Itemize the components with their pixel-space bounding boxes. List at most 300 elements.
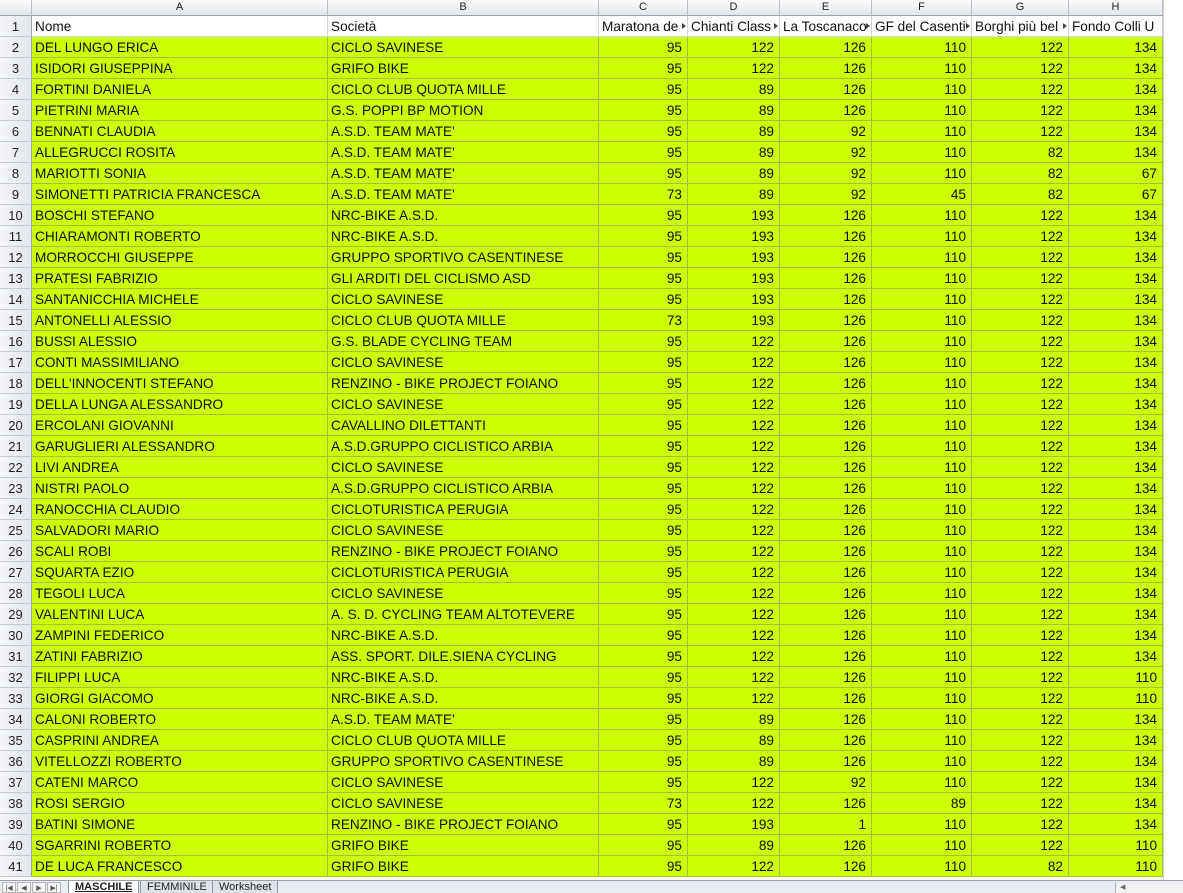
score-cell[interactable]: 122 <box>688 436 780 457</box>
club-cell[interactable]: NRC-BIKE A.S.D. <box>328 226 599 247</box>
header-cell[interactable]: Maratona de <box>599 16 688 37</box>
score-cell[interactable]: 110 <box>872 751 972 772</box>
club-cell[interactable]: A.S.D.GRUPPO CICLISTICO ARBIA <box>328 436 599 457</box>
score-cell[interactable]: 126 <box>780 709 872 730</box>
score-cell[interactable]: 122 <box>688 352 780 373</box>
score-cell[interactable]: 95 <box>599 205 688 226</box>
name-cell[interactable]: ANTONELLI ALESSIO <box>32 310 328 331</box>
score-cell[interactable]: 110 <box>872 856 972 877</box>
score-cell[interactable]: 95 <box>599 772 688 793</box>
score-cell[interactable]: 122 <box>688 688 780 709</box>
score-cell[interactable]: 92 <box>780 142 872 163</box>
score-cell[interactable]: 89 <box>688 751 780 772</box>
horizontal-scrollbar[interactable] <box>1115 882 1183 893</box>
score-cell[interactable]: 95 <box>599 625 688 646</box>
score-cell[interactable]: 110 <box>872 625 972 646</box>
club-cell[interactable]: NRC-BIKE A.S.D. <box>328 625 599 646</box>
name-cell[interactable]: CASPRINI ANDREA <box>32 730 328 751</box>
score-cell[interactable]: 134 <box>1069 205 1163 226</box>
column-header-c[interactable]: C <box>599 0 688 16</box>
score-cell[interactable]: 122 <box>972 730 1069 751</box>
score-cell[interactable]: 122 <box>972 100 1069 121</box>
score-cell[interactable]: 126 <box>780 604 872 625</box>
club-cell[interactable]: RENZINO - BIKE PROJECT FOIANO <box>328 373 599 394</box>
club-cell[interactable]: G.S. POPPI BP MOTION <box>328 100 599 121</box>
row-number[interactable]: 5 <box>0 100 32 121</box>
score-cell[interactable]: 126 <box>780 352 872 373</box>
score-cell[interactable]: 126 <box>780 37 872 58</box>
score-cell[interactable]: 122 <box>972 772 1069 793</box>
score-cell[interactable]: 110 <box>872 142 972 163</box>
vertical-scrollbar[interactable] <box>1163 0 1183 880</box>
score-cell[interactable]: 122 <box>688 457 780 478</box>
name-cell[interactable]: SALVADORI MARIO <box>32 520 328 541</box>
score-cell[interactable]: 122 <box>688 793 780 814</box>
club-cell[interactable]: CICLO SAVINESE <box>328 793 599 814</box>
club-cell[interactable]: CICLO SAVINESE <box>328 772 599 793</box>
scroll-left-icon[interactable]: ◀ <box>1120 884 1126 891</box>
score-cell[interactable]: 110 <box>872 373 972 394</box>
score-cell[interactable]: 95 <box>599 436 688 457</box>
name-cell[interactable]: ROSI SERGIO <box>32 793 328 814</box>
score-cell[interactable]: 89 <box>688 835 780 856</box>
score-cell[interactable]: 126 <box>780 205 872 226</box>
row-number[interactable]: 40 <box>0 835 32 856</box>
row-number[interactable]: 18 <box>0 373 32 394</box>
score-cell[interactable]: 95 <box>599 751 688 772</box>
club-cell[interactable]: CICLO CLUB QUOTA MILLE <box>328 730 599 751</box>
row-number[interactable]: 21 <box>0 436 32 457</box>
score-cell[interactable]: 126 <box>780 310 872 331</box>
row-number[interactable]: 38 <box>0 793 32 814</box>
score-cell[interactable]: 95 <box>599 457 688 478</box>
score-cell[interactable]: 122 <box>972 604 1069 625</box>
score-cell[interactable]: 134 <box>1069 310 1163 331</box>
row-number[interactable]: 36 <box>0 751 32 772</box>
score-cell[interactable]: 134 <box>1069 751 1163 772</box>
score-cell[interactable]: 110 <box>872 499 972 520</box>
name-cell[interactable]: SCALI ROBI <box>32 541 328 562</box>
row-number[interactable]: 3 <box>0 58 32 79</box>
score-cell[interactable]: 126 <box>780 856 872 877</box>
club-cell[interactable]: NRC-BIKE A.S.D. <box>328 205 599 226</box>
score-cell[interactable]: 95 <box>599 247 688 268</box>
club-cell[interactable]: RENZINO - BIKE PROJECT FOIANO <box>328 814 599 835</box>
score-cell[interactable]: 122 <box>972 289 1069 310</box>
row-number[interactable]: 31 <box>0 646 32 667</box>
score-cell[interactable]: 95 <box>599 352 688 373</box>
score-cell[interactable]: 110 <box>872 79 972 100</box>
score-cell[interactable]: 122 <box>972 58 1069 79</box>
score-cell[interactable]: 134 <box>1069 331 1163 352</box>
row-number[interactable]: 15 <box>0 310 32 331</box>
row-number[interactable]: 1 <box>0 16 32 37</box>
score-cell[interactable]: 122 <box>972 205 1069 226</box>
score-cell[interactable]: 134 <box>1069 793 1163 814</box>
score-cell[interactable]: 134 <box>1069 415 1163 436</box>
score-cell[interactable]: 126 <box>780 625 872 646</box>
score-cell[interactable]: 89 <box>688 142 780 163</box>
score-cell[interactable]: 110 <box>872 415 972 436</box>
score-cell[interactable]: 134 <box>1069 79 1163 100</box>
club-cell[interactable]: NRC-BIKE A.S.D. <box>328 667 599 688</box>
score-cell[interactable]: 134 <box>1069 268 1163 289</box>
score-cell[interactable]: 126 <box>780 436 872 457</box>
score-cell[interactable]: 92 <box>780 184 872 205</box>
score-cell[interactable]: 122 <box>688 667 780 688</box>
club-cell[interactable]: G.S. BLADE CYCLING TEAM <box>328 331 599 352</box>
score-cell[interactable]: 126 <box>780 478 872 499</box>
name-cell[interactable]: FORTINI DANIELA <box>32 79 328 100</box>
score-cell[interactable]: 110 <box>872 835 972 856</box>
score-cell[interactable]: 134 <box>1069 478 1163 499</box>
score-cell[interactable]: 193 <box>688 814 780 835</box>
score-cell[interactable]: 92 <box>780 163 872 184</box>
score-cell[interactable]: 122 <box>972 226 1069 247</box>
score-cell[interactable]: 126 <box>780 688 872 709</box>
score-cell[interactable]: 134 <box>1069 352 1163 373</box>
name-cell[interactable]: BATINI SIMONE <box>32 814 328 835</box>
score-cell[interactable]: 122 <box>972 520 1069 541</box>
score-cell[interactable]: 122 <box>972 583 1069 604</box>
score-cell[interactable]: 92 <box>780 121 872 142</box>
score-cell[interactable]: 110 <box>872 436 972 457</box>
row-number[interactable]: 39 <box>0 814 32 835</box>
score-cell[interactable]: 95 <box>599 688 688 709</box>
score-cell[interactable]: 122 <box>688 856 780 877</box>
score-cell[interactable]: 126 <box>780 646 872 667</box>
name-cell[interactable]: SQUARTA EZIO <box>32 562 328 583</box>
score-cell[interactable]: 126 <box>780 751 872 772</box>
next-sheet-button[interactable]: ▶ <box>32 882 46 893</box>
score-cell[interactable]: 95 <box>599 814 688 835</box>
club-cell[interactable]: A.S.D. TEAM MATE' <box>328 163 599 184</box>
row-number[interactable]: 30 <box>0 625 32 646</box>
header-cell[interactable]: Fondo Colli U <box>1069 16 1163 37</box>
row-number[interactable]: 25 <box>0 520 32 541</box>
score-cell[interactable]: 126 <box>780 79 872 100</box>
score-cell[interactable]: 82 <box>972 163 1069 184</box>
header-cell[interactable]: La Toscanaco <box>780 16 872 37</box>
column-header-a[interactable]: A <box>32 0 328 16</box>
score-cell[interactable]: 110 <box>872 226 972 247</box>
name-cell[interactable]: PIETRINI MARIA <box>32 100 328 121</box>
score-cell[interactable]: 95 <box>599 583 688 604</box>
score-cell[interactable]: 89 <box>688 184 780 205</box>
score-cell[interactable]: 122 <box>972 793 1069 814</box>
score-cell[interactable]: 122 <box>972 457 1069 478</box>
score-cell[interactable]: 126 <box>780 268 872 289</box>
name-cell[interactable]: CALONI ROBERTO <box>32 709 328 730</box>
row-number[interactable]: 19 <box>0 394 32 415</box>
score-cell[interactable]: 126 <box>780 457 872 478</box>
score-cell[interactable]: 95 <box>599 121 688 142</box>
score-cell[interactable]: 122 <box>972 436 1069 457</box>
name-cell[interactable]: DELL'INNOCENTI STEFANO <box>32 373 328 394</box>
score-cell[interactable]: 134 <box>1069 226 1163 247</box>
column-header-e[interactable]: E <box>780 0 872 16</box>
score-cell[interactable]: 193 <box>688 268 780 289</box>
club-cell[interactable]: CICLO SAVINESE <box>328 394 599 415</box>
name-cell[interactable]: DE LUCA FRANCESCO <box>32 856 328 877</box>
score-cell[interactable]: 122 <box>972 562 1069 583</box>
name-cell[interactable]: GARUGLIERI ALESSANDRO <box>32 436 328 457</box>
score-cell[interactable]: 122 <box>972 394 1069 415</box>
score-cell[interactable]: 134 <box>1069 730 1163 751</box>
score-cell[interactable]: 126 <box>780 541 872 562</box>
club-cell[interactable]: CICLOTURISTICA PERUGIA <box>328 499 599 520</box>
score-cell[interactable]: 122 <box>972 121 1069 142</box>
score-cell[interactable]: 126 <box>780 247 872 268</box>
score-cell[interactable]: 122 <box>972 835 1069 856</box>
score-cell[interactable]: 95 <box>599 289 688 310</box>
tab-femminile[interactable]: FEMMINILE <box>140 881 214 893</box>
score-cell[interactable]: 126 <box>780 394 872 415</box>
score-cell[interactable]: 95 <box>599 604 688 625</box>
score-cell[interactable]: 95 <box>599 730 688 751</box>
score-cell[interactable]: 110 <box>872 667 972 688</box>
score-cell[interactable]: 134 <box>1069 436 1163 457</box>
row-number[interactable]: 28 <box>0 583 32 604</box>
score-cell[interactable]: 110 <box>1069 856 1163 877</box>
club-cell[interactable]: A.S.D.GRUPPO CICLISTICO ARBIA <box>328 478 599 499</box>
score-cell[interactable]: 95 <box>599 478 688 499</box>
club-cell[interactable]: NRC-BIKE A.S.D. <box>328 688 599 709</box>
score-cell[interactable]: 110 <box>872 688 972 709</box>
score-cell[interactable]: 122 <box>972 667 1069 688</box>
score-cell[interactable]: 73 <box>599 310 688 331</box>
score-cell[interactable]: 95 <box>599 520 688 541</box>
score-cell[interactable]: 73 <box>599 184 688 205</box>
club-cell[interactable]: CAVALLINO DILETTANTI <box>328 415 599 436</box>
score-cell[interactable]: 95 <box>599 667 688 688</box>
score-cell[interactable]: 95 <box>599 100 688 121</box>
score-cell[interactable]: 95 <box>599 163 688 184</box>
name-cell[interactable]: CONTI MASSIMILIANO <box>32 352 328 373</box>
score-cell[interactable]: 122 <box>688 499 780 520</box>
score-cell[interactable]: 110 <box>872 289 972 310</box>
score-cell[interactable]: 134 <box>1069 394 1163 415</box>
score-cell[interactable]: 110 <box>872 121 972 142</box>
club-cell[interactable]: CICLO SAVINESE <box>328 457 599 478</box>
club-cell[interactable]: ASS. SPORT. DILE.SIENA CYCLING <box>328 646 599 667</box>
club-cell[interactable]: GRUPPO SPORTIVO CASENTINESE <box>328 247 599 268</box>
score-cell[interactable]: 122 <box>688 541 780 562</box>
score-cell[interactable]: 126 <box>780 583 872 604</box>
score-cell[interactable]: 110 <box>1069 835 1163 856</box>
row-number[interactable]: 29 <box>0 604 32 625</box>
score-cell[interactable]: 110 <box>872 709 972 730</box>
score-cell[interactable]: 122 <box>688 604 780 625</box>
score-cell[interactable]: 126 <box>780 499 872 520</box>
score-cell[interactable]: 134 <box>1069 373 1163 394</box>
score-cell[interactable]: 134 <box>1069 814 1163 835</box>
club-cell[interactable]: CICLO CLUB QUOTA MILLE <box>328 79 599 100</box>
row-number[interactable]: 16 <box>0 331 32 352</box>
score-cell[interactable]: 110 <box>872 331 972 352</box>
name-cell[interactable]: PRATESI FABRIZIO <box>32 268 328 289</box>
club-cell[interactable]: GRIFO BIKE <box>328 835 599 856</box>
score-cell[interactable]: 134 <box>1069 772 1163 793</box>
row-number[interactable]: 14 <box>0 289 32 310</box>
score-cell[interactable]: 110 <box>872 646 972 667</box>
score-cell[interactable]: 122 <box>972 688 1069 709</box>
score-cell[interactable]: 126 <box>780 730 872 751</box>
score-cell[interactable]: 95 <box>599 856 688 877</box>
score-cell[interactable]: 134 <box>1069 562 1163 583</box>
score-cell[interactable]: 110 <box>872 205 972 226</box>
name-cell[interactable]: SIMONETTI PATRICIA FRANCESCA <box>32 184 328 205</box>
score-cell[interactable]: 122 <box>972 37 1069 58</box>
row-number[interactable]: 32 <box>0 667 32 688</box>
score-cell[interactable]: 110 <box>872 541 972 562</box>
prev-sheet-button[interactable]: ◀ <box>17 882 31 893</box>
score-cell[interactable]: 134 <box>1069 646 1163 667</box>
score-cell[interactable]: 110 <box>872 163 972 184</box>
score-cell[interactable]: 45 <box>872 184 972 205</box>
score-cell[interactable]: 134 <box>1069 499 1163 520</box>
score-cell[interactable]: 95 <box>599 142 688 163</box>
score-cell[interactable]: 122 <box>972 373 1069 394</box>
score-cell[interactable]: 122 <box>972 310 1069 331</box>
score-cell[interactable]: 110 <box>1069 667 1163 688</box>
name-cell[interactable]: BOSCHI STEFANO <box>32 205 328 226</box>
score-cell[interactable]: 89 <box>688 163 780 184</box>
row-number[interactable]: 11 <box>0 226 32 247</box>
club-cell[interactable]: A.S.D. TEAM MATE' <box>328 121 599 142</box>
score-cell[interactable]: 122 <box>972 709 1069 730</box>
score-cell[interactable]: 95 <box>599 268 688 289</box>
score-cell[interactable]: 95 <box>599 58 688 79</box>
name-cell[interactable]: ZAMPINI FEDERICO <box>32 625 328 646</box>
score-cell[interactable]: 73 <box>599 793 688 814</box>
score-cell[interactable]: 122 <box>688 772 780 793</box>
score-cell[interactable]: 126 <box>780 835 872 856</box>
score-cell[interactable]: 122 <box>972 541 1069 562</box>
row-number[interactable]: 41 <box>0 856 32 877</box>
score-cell[interactable]: 95 <box>599 37 688 58</box>
score-cell[interactable]: 110 <box>872 604 972 625</box>
score-cell[interactable]: 82 <box>972 142 1069 163</box>
score-cell[interactable]: 134 <box>1069 247 1163 268</box>
club-cell[interactable]: CICLOTURISTICA PERUGIA <box>328 562 599 583</box>
header-cell[interactable]: Chianti Class <box>688 16 780 37</box>
row-number[interactable]: 7 <box>0 142 32 163</box>
score-cell[interactable]: 122 <box>972 331 1069 352</box>
score-cell[interactable]: 89 <box>688 100 780 121</box>
club-cell[interactable]: GRIFO BIKE <box>328 58 599 79</box>
score-cell[interactable]: 110 <box>872 394 972 415</box>
score-cell[interactable]: 110 <box>872 814 972 835</box>
score-cell[interactable]: 110 <box>1069 688 1163 709</box>
score-cell[interactable]: 134 <box>1069 604 1163 625</box>
name-cell[interactable]: MORROCCHI GIUSEPPE <box>32 247 328 268</box>
name-cell[interactable]: GIORGI GIACOMO <box>32 688 328 709</box>
score-cell[interactable]: 122 <box>972 352 1069 373</box>
row-number[interactable]: 26 <box>0 541 32 562</box>
score-cell[interactable]: 110 <box>872 772 972 793</box>
score-cell[interactable]: 122 <box>688 37 780 58</box>
score-cell[interactable]: 95 <box>599 562 688 583</box>
score-cell[interactable]: 110 <box>872 100 972 121</box>
score-cell[interactable]: 89 <box>688 121 780 142</box>
score-cell[interactable]: 95 <box>599 835 688 856</box>
score-cell[interactable]: 89 <box>688 79 780 100</box>
row-number[interactable]: 37 <box>0 772 32 793</box>
score-cell[interactable]: 126 <box>780 562 872 583</box>
row-number[interactable]: 9 <box>0 184 32 205</box>
name-cell[interactable]: BENNATI CLAUDIA <box>32 121 328 142</box>
score-cell[interactable]: 122 <box>688 415 780 436</box>
score-cell[interactable]: 95 <box>599 226 688 247</box>
header-cell[interactable]: Società <box>328 16 599 37</box>
row-number[interactable]: 6 <box>0 121 32 142</box>
score-cell[interactable]: 110 <box>872 562 972 583</box>
score-cell[interactable]: 110 <box>872 37 972 58</box>
row-number[interactable]: 2 <box>0 37 32 58</box>
score-cell[interactable]: 95 <box>599 373 688 394</box>
name-cell[interactable]: ISIDORI GIUSEPPINA <box>32 58 328 79</box>
club-cell[interactable]: CICLO SAVINESE <box>328 289 599 310</box>
name-cell[interactable]: CHIARAMONTI ROBERTO <box>32 226 328 247</box>
score-cell[interactable]: 126 <box>780 58 872 79</box>
name-cell[interactable]: FILIPPI LUCA <box>32 667 328 688</box>
score-cell[interactable]: 67 <box>1069 163 1163 184</box>
column-header-g[interactable]: G <box>972 0 1069 16</box>
score-cell[interactable]: 110 <box>872 352 972 373</box>
score-cell[interactable]: 122 <box>688 373 780 394</box>
club-cell[interactable]: CICLO SAVINESE <box>328 583 599 604</box>
name-cell[interactable]: VITELLOZZI ROBERTO <box>32 751 328 772</box>
row-number[interactable]: 10 <box>0 205 32 226</box>
club-cell[interactable]: A.S.D. TEAM MATE' <box>328 184 599 205</box>
score-cell[interactable]: 134 <box>1069 121 1163 142</box>
name-cell[interactable]: ERCOLANI GIOVANNI <box>32 415 328 436</box>
club-cell[interactable]: A.S.D. TEAM MATE' <box>328 142 599 163</box>
score-cell[interactable]: 122 <box>688 625 780 646</box>
club-cell[interactable]: CICLO SAVINESE <box>328 37 599 58</box>
select-all-corner[interactable] <box>0 0 32 16</box>
score-cell[interactable]: 126 <box>780 289 872 310</box>
score-cell[interactable]: 1 <box>780 814 872 835</box>
column-header-d[interactable]: D <box>688 0 780 16</box>
score-cell[interactable]: 95 <box>599 415 688 436</box>
score-cell[interactable]: 134 <box>1069 58 1163 79</box>
score-cell[interactable]: 134 <box>1069 37 1163 58</box>
last-sheet-button[interactable]: ▶| <box>47 882 61 893</box>
score-cell[interactable]: 122 <box>972 814 1069 835</box>
score-cell[interactable]: 95 <box>599 394 688 415</box>
club-cell[interactable]: GLI ARDITI DEL CICLISMO ASD <box>328 268 599 289</box>
name-cell[interactable]: MARIOTTI SONIA <box>32 163 328 184</box>
score-cell[interactable]: 92 <box>780 772 872 793</box>
first-sheet-button[interactable]: |◀ <box>2 882 16 893</box>
score-cell[interactable]: 126 <box>780 100 872 121</box>
score-cell[interactable]: 122 <box>972 247 1069 268</box>
score-cell[interactable]: 193 <box>688 289 780 310</box>
score-cell[interactable]: 134 <box>1069 583 1163 604</box>
score-cell[interactable]: 126 <box>780 331 872 352</box>
header-cell[interactable]: GF del Casenti <box>872 16 972 37</box>
score-cell[interactable]: 134 <box>1069 457 1163 478</box>
score-cell[interactable]: 95 <box>599 541 688 562</box>
score-cell[interactable]: 122 <box>688 520 780 541</box>
score-cell[interactable]: 122 <box>688 394 780 415</box>
score-cell[interactable]: 193 <box>688 247 780 268</box>
score-cell[interactable]: 193 <box>688 205 780 226</box>
score-cell[interactable]: 67 <box>1069 184 1163 205</box>
club-cell[interactable]: GRUPPO SPORTIVO CASENTINESE <box>328 751 599 772</box>
